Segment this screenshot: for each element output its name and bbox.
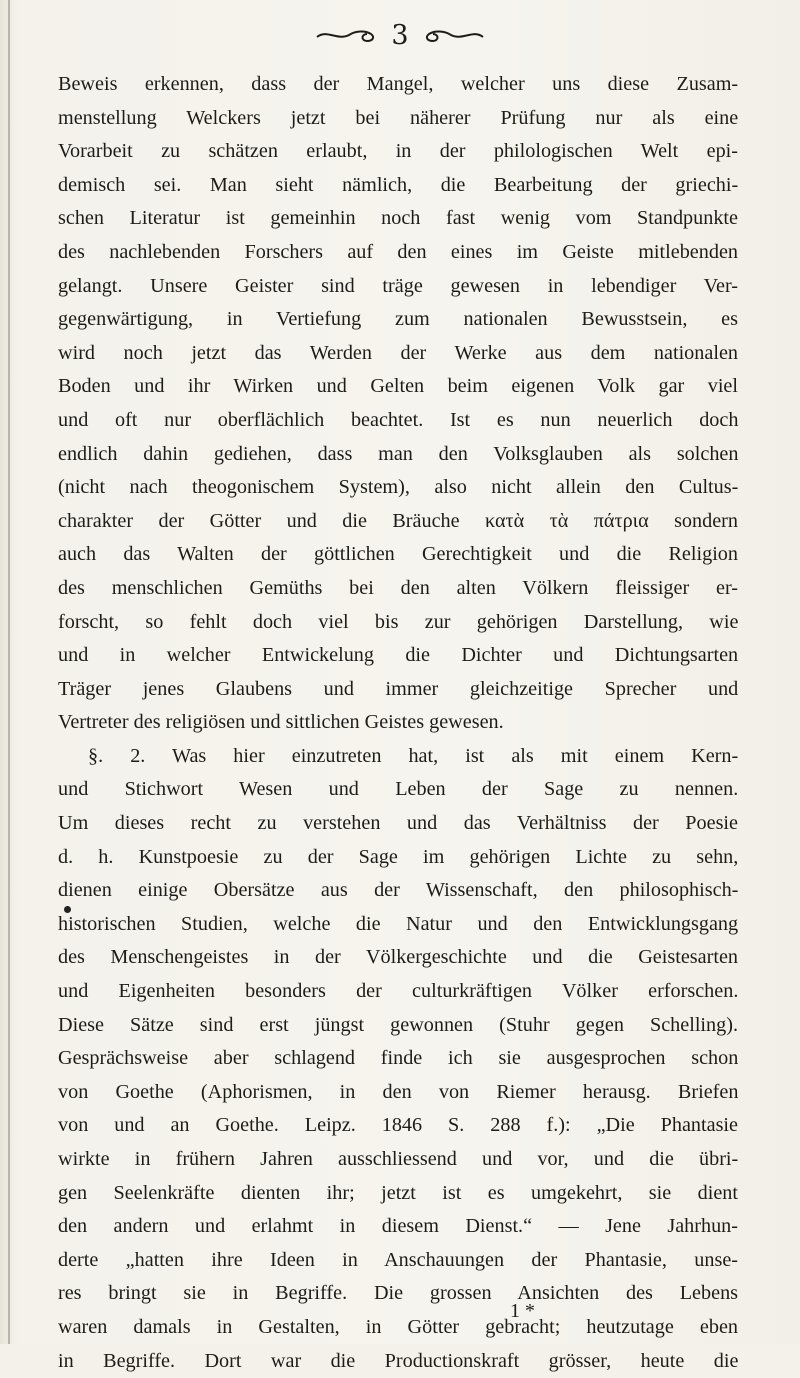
text-line: Diese Sätze sind erst jüngst gewonnen (Stuhr gegen Schelling).	[58, 1013, 738, 1036]
text-line: historischen Studien, welche die Natur und den Entwicklungsgang	[58, 912, 739, 935]
text-line: charakter der Götter und die Bräuche κατὰ τὰ πάτρια sondern	[58, 509, 738, 532]
text-line: res bringt sie in Begriffe. Die grossen Ansichten des Lebens	[58, 1282, 739, 1305]
text-line: forscht, so fehlt doch viel bis zur gehörigen Darstellung, wie	[58, 610, 739, 633]
text-line: und in welcher Entwickelung die Dichter und Dichtungsarten	[58, 644, 739, 667]
text-line: in Begriffe. Dort war die Productionskraft grösser, heute die	[58, 1349, 739, 1372]
text-line: Beweis erkennen, dass der Mangel, welcher uns diese Zusam-	[58, 73, 739, 95]
page-number: 3	[391, 19, 409, 51]
left-ornament-icon	[315, 25, 377, 45]
text-line: den andern und erlahmt in diesem Dienst.“ — Jene Jahrhun-	[58, 1215, 738, 1238]
text-line: Gesprächsweise aber schlagend finde ich sie ausgesprochen schon	[58, 1047, 739, 1070]
text-line: von und an Goethe. Leipz. 1846 S. 288 f.): „Die Phantasie	[58, 1114, 738, 1137]
body-text	[58, 68, 738, 1378]
text-line: auch das Walten der göttlichen Gerechtigkeit und die Religion	[58, 543, 738, 566]
text-line: Vorarbeit zu schätzen erlaubt, in der philologischen Welt epi-	[58, 140, 738, 163]
text-line: gegenwärtigung, in Vertiefung zum nationalen Bewusstsein, es	[58, 308, 738, 331]
margin-mark	[64, 906, 71, 913]
text-line: schen Literatur ist gemeinhin noch fast wenig vom Standpunkte	[58, 207, 738, 230]
text-line: d. h. Kunstpoesie zu der Sage im gehörigen Lichte zu sehn,	[58, 845, 739, 868]
text-line: Boden und ihr Wirken und Gelten beim eigenen Volk gar viel	[58, 375, 738, 398]
text-line: dienen einige Obersätze aus der Wissenschaft, den philosophisch-	[58, 879, 739, 902]
text-line: des nachlebenden Forschers auf den eines im Geiste mitlebenden	[58, 240, 738, 263]
text-line: und Stichwort Wesen und Leben der Sage zu nennen.	[58, 778, 739, 801]
text-line: wirkte in frühern Jahren ausschliessend und vor, und die übri-	[58, 1148, 739, 1170]
text-line: wird noch jetzt das Werden der Werke aus dem nationalen	[58, 341, 738, 364]
text-line: (nicht nach theogonischem System), also nicht allein den Cultus-	[58, 476, 739, 499]
text-line: von Goethe (Aphorismen, in den von Riemer herausg. Briefen	[58, 1080, 739, 1103]
text-line-section-start: §. 2. Was hier einzutreten hat, ist als mit einem Kern-	[88, 744, 739, 767]
text-line: und Eigenheiten besonders der culturkräftigen Völker erforschen.	[58, 980, 739, 1003]
text-line: Um dieses recht zu verstehen und das Verhältniss der Poesie	[58, 812, 738, 835]
text-line: menstellung Welckers jetzt bei näherer Prüfung nur als eine	[58, 106, 739, 129]
text-line: endlich dahin gediehen, dass man den Volksglauben als solchen	[58, 442, 739, 465]
text-line: des menschlichen Gemüths bei den alten Völkern fleissiger er-	[58, 576, 738, 599]
text-line: des Menschengeistes in der Völkergeschichte und die Geistesarten	[58, 946, 738, 969]
text-line: und oft nur oberflächlich beachtet. Ist es nun neuerlich doch	[58, 408, 739, 431]
text-line: Träger jenes Glaubens und immer gleichzeitige Sprecher und	[58, 677, 739, 700]
text-line: derte „hatten ihre Ideen in Anschauungen der Phantasie, unse-	[58, 1248, 738, 1271]
text-line: demisch sei. Man sieht nämlich, die Bearbeitung der griechi-	[58, 173, 739, 196]
text-line: gen Seelenkräfte dienten ihr; jetzt ist es umgekehrt, sie dient	[58, 1181, 738, 1204]
page-gutter-edge	[8, 0, 10, 1344]
right-ornament-icon	[423, 25, 485, 45]
text-line: waren damals in Gestalten, in Götter gebracht; heutzutage eben	[58, 1315, 738, 1338]
text-line: gelangt. Unsere Geister sind träge gewesen in lebendiger Ver-	[58, 274, 738, 297]
signature-mark: 1 *	[510, 1300, 535, 1322]
text-line: Vertreter des religiösen und sittlichen Geistes gewesen.	[58, 711, 504, 734]
page-header	[0, 18, 800, 52]
